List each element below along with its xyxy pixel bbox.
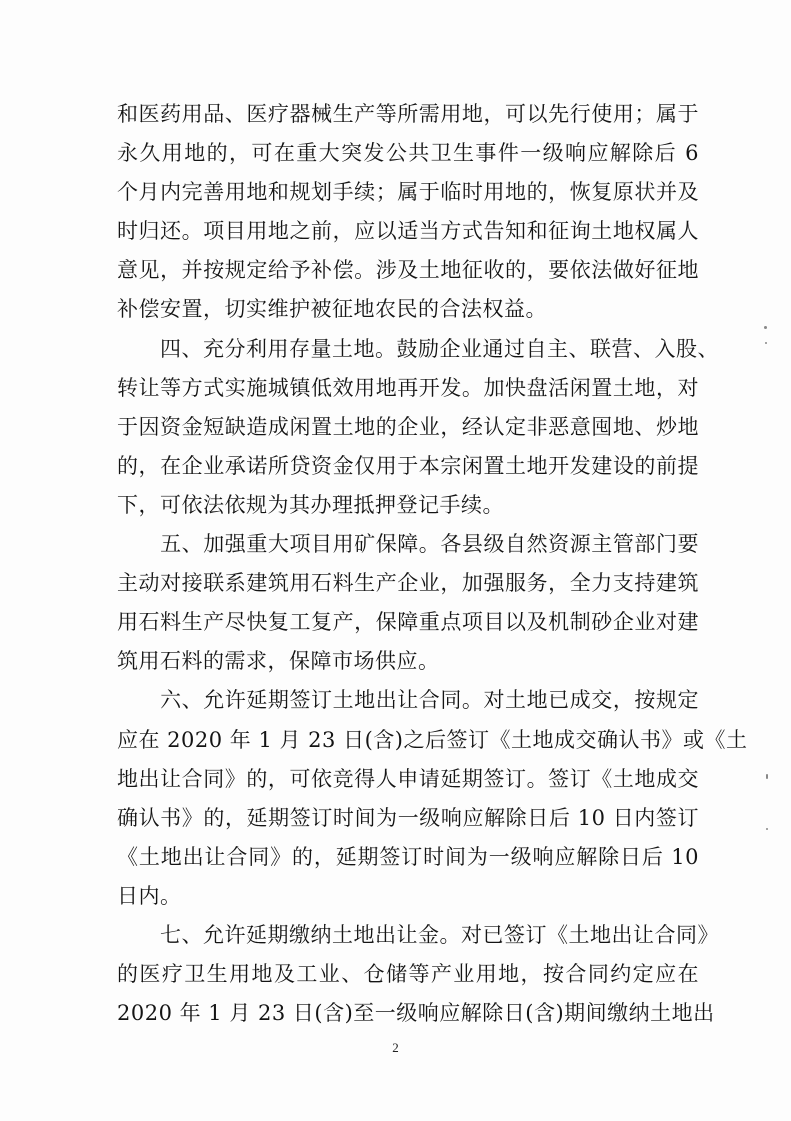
text-line: 五、加强重大项目用矿保障。各县级自然资源主管部门要 — [117, 532, 699, 557]
body-text — [117, 95, 748, 1033]
scan-speck — [765, 342, 767, 344]
text-line: 地出让合同》的，可依竞得人申请延期签订。签订《土地成交 — [117, 766, 699, 791]
text-line: 应在 2020 年 1 月 23 日(含)之后签订《土地成交确认书》或《土 — [117, 727, 748, 752]
text-line: 补偿安置，切实维护被征地农民的合法权益。 — [117, 297, 547, 322]
text-line: 《土地出让合同》的，延期签订时间为一级响应解除日后 10 — [117, 844, 699, 869]
text-line: 意见，并按规定给予补偿。涉及土地征收的，要依法做好征地 — [117, 258, 699, 283]
text-line: 2020 年 1 月 23 日(含)至一级响应解除日(含)期间缴纳土地出 — [117, 1001, 715, 1026]
text-line: 永久用地的，可在重大突发公共卫生事件一级响应解除后 6 — [117, 141, 699, 166]
scan-speck — [766, 774, 768, 779]
text-line: 六、允许延期签订土地出让合同。对土地已成交，按规定 — [117, 688, 699, 713]
scan-speck — [766, 828, 768, 830]
text-line: 的，在企业承诺所贷资金仅用于本宗闲置土地开发建设的前提 — [117, 453, 699, 478]
text-line: 时归还。项目用地之前，应以适当方式告知和征询土地权属人 — [117, 219, 699, 244]
scan-speck — [764, 326, 767, 329]
text-line: 七、允许延期缴纳土地出让金。对已签订《土地出让合同》 — [117, 922, 719, 947]
text-line: 个月内完善用地和规划手续；属于临时用地的，恢复原状并及 — [117, 180, 699, 205]
text-line: 日内。 — [117, 883, 182, 908]
text-line: 的医疗卫生用地及工业、仓储等产业用地，按合同约定应在 — [117, 962, 699, 987]
text-line: 筑用石料的需求，保障市场供应。 — [117, 649, 440, 674]
text-line: 四、充分利用存量土地。鼓励企业通过自主、联营、入股、 — [117, 336, 719, 361]
text-line: 于因资金短缺造成闲置土地的企业，经认定非恶意囤地、炒地 — [117, 414, 699, 439]
text-line: 和医药用品、医疗器械生产等所需用地，可以先行使用；属于 — [117, 102, 699, 126]
page-number: 2 — [392, 1040, 399, 1055]
text-line: 下，可依法依规为其办理抵押登记手续。 — [117, 492, 504, 517]
text-line: 用石料生产尽快复工复产，保障重点项目以及机制砂企业对建 — [117, 610, 699, 635]
text-line: 主动对接联系建筑用石料生产企业，加强服务，全力支持建筑 — [117, 571, 699, 596]
text-line: 确认书》的，延期签订时间为一级响应解除日后 10 日内签订 — [117, 805, 699, 830]
text-line: 转让等方式实施城镇低效用地再开发。加快盘活闲置土地，对 — [117, 375, 699, 400]
